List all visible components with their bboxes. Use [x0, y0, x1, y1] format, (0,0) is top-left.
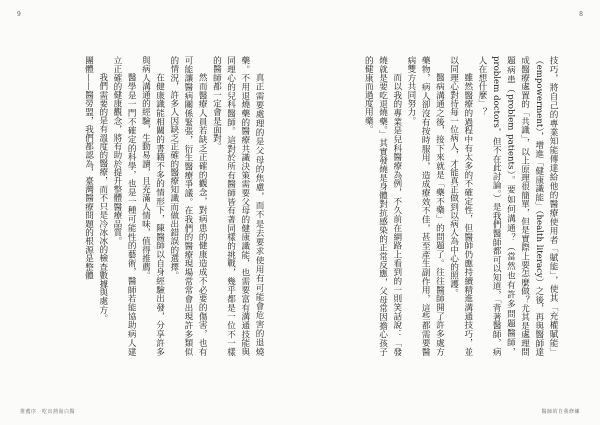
- right-page-number: 8: [579, 11, 583, 18]
- right-paragraph: 技巧，將自己的專業知能傳達給他的醫療使用者「賦能」，使其「充權賦能」（empowerment），增進「健康識能」（health literacy）之後，再與醫師達成醫療處置的「共識」，以上原理很簡單，但是實際上要怎麼做？尤其是處理問題病患（problem patients）。要如何溝通？（當然也有許多問題醫師，problem doctors，但不在此討論。）是我們醫師都可以知道，「背著醫師，病人在想什麼」？: [476, 56, 558, 356]
- left-paragraph: 在健康識能相關的書籍不多的情形下，陳醫師以自身經驗出發，分享許多與病人溝通的經驗，生動易讀，且充滿人情味，值得推薦。: [140, 56, 165, 356]
- left-paragraph: 團體——醫勞盟，我們都認為，臺灣醫療問題的根源是整體: [83, 56, 94, 280]
- left-page-number: 9: [17, 11, 21, 18]
- right-paragraph: 雖然醫療的過程中有太多的不確定性，但醫師仍應持續精進溝通技巧，並以同理心對待每一位病人，才能真正做到以病人為中心的照護。: [448, 56, 473, 356]
- right-page-body: [328, 56, 560, 356]
- left-page-footer: 推薦序 吃出熱血白醫: [20, 409, 76, 415]
- left-paragraph: 真正需要處理的是父母的焦慮，而不是去要求使用有可能會危害的退燒藥。不用退燒藥的醫療共識決策需要父母的健康識能，也需要富有溝通技能與同理心的兒科醫師。這對於所有醫師皆有著同樣的挑戰，幾乎都是一位不一樣的醫師都一定會是面對。: [211, 56, 264, 356]
- left-paragraph: 我們需要的是有溫度的醫療，而不只是冷冰冰的檢查數據與處方。: [97, 73, 108, 323]
- left-paragraph: 醫學是一門不確定的科學，也是一種可能性的藝術，醫師若能協助病人建立正確的健康觀念，將有助於提升整體醫療品質。: [111, 56, 137, 356]
- left-paragraph: 然而醫療人員若缺乏正確的觀念，對病患的健康造成不必要的傷害，也有可能讓醫病關係緊張，衍生醫療爭議。在我們的醫療現場常常會出現許多類似的情況，許多人因缺乏正確的醫療知識而做出錯誤的選擇。: [168, 56, 208, 356]
- right-page: [300, 0, 600, 425]
- left-page-body: [30, 56, 266, 356]
- right-paragraph: 醫病溝通之後，接下來就是「藥不藥」的問題了。往往醫師開了許多處方藥物，病人卻沒有按時服用，造成療效不佳，甚至產生副作用，這些都需要醫病雙方共同努力。: [405, 56, 445, 356]
- right-paragraph: 而以我的專業是兒科醫療為例，不久前在網路上看到的一則笑話說：「發燒就是要吃退燒藥。」其實發燒是身體對抗感染的正常反應，父母常因擔心孩子的健康而過度用藥。: [363, 56, 402, 356]
- right-page-footer: 醫師的自我修練: [541, 409, 580, 415]
